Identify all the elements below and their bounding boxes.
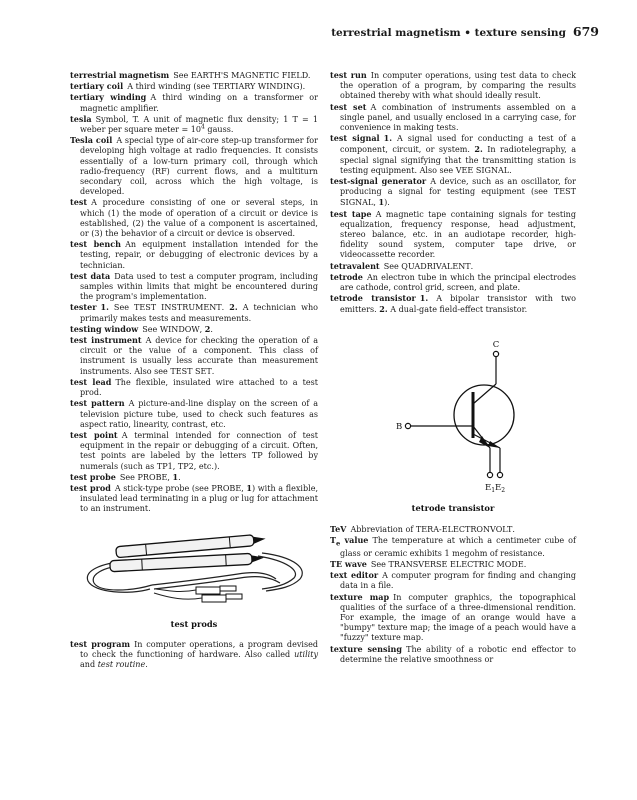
entry-headword: test prod bbox=[70, 482, 111, 493]
entry-headword: tetrode bbox=[330, 271, 363, 282]
entry-definition-part: 2. bbox=[379, 304, 388, 315]
dictionary-entry bbox=[70, 135, 318, 197]
entry-definition-part: , bbox=[167, 472, 173, 482]
dictionary-entry bbox=[330, 524, 576, 535]
entry-headword: tesla bbox=[70, 113, 92, 124]
entry-definition-part: 4 bbox=[201, 123, 205, 131]
dictionary-entry bbox=[70, 472, 318, 483]
entry-definition-part: TEST SIGNAL bbox=[340, 187, 576, 208]
figure-tetrode-transistor bbox=[330, 322, 576, 522]
entry-definition-part: TEST INSTRUMENT bbox=[134, 303, 222, 313]
dictionary-entry bbox=[70, 324, 318, 335]
entry-definition-part: 1. bbox=[419, 293, 429, 304]
entry-definition-part: A computer program for finding and changing data in a file. bbox=[340, 571, 576, 591]
entry-headword: test point bbox=[70, 429, 118, 440]
entry-definition-part: 1. bbox=[383, 133, 393, 144]
test-prods-illustration bbox=[70, 523, 318, 635]
entry-headword: test program bbox=[70, 638, 131, 649]
entry-headword: tetravalent bbox=[330, 260, 380, 271]
test-prods-caption: test prods bbox=[170, 618, 218, 629]
entry-definition-part: VEE SIGNAL bbox=[455, 165, 510, 175]
entry-definition-part: In computer graphics, the topographical qualities of the surface of a three-dimensional rendition. For example, the image of an orange would have a "bumpy" texture map; the image of a peach would have a "fuzzy" texture map. bbox=[340, 592, 577, 643]
dictionary-entry bbox=[330, 592, 576, 644]
entry-definition-part: See bbox=[173, 71, 191, 80]
entry-definition-part: 1 bbox=[246, 482, 253, 493]
entry-definition-part: . bbox=[523, 559, 527, 569]
entry-definition-part: 1. bbox=[100, 302, 109, 313]
entry-definition-part: 1 bbox=[172, 471, 179, 482]
entry-definition-part: The temperature at which a centimeter cube of glass or ceramic exhibits 1 megohm of resistance. bbox=[340, 535, 576, 558]
entry-headword: test probe bbox=[70, 471, 116, 482]
entry-definition-part: . bbox=[509, 165, 512, 175]
dictionary-entry bbox=[70, 271, 318, 303]
headword-tail: value bbox=[340, 534, 369, 545]
entry-definition-part: . bbox=[178, 472, 181, 482]
entry-headword: tetrode transistor bbox=[330, 293, 416, 304]
entry-definition-part: WINDOW bbox=[159, 324, 200, 334]
entry-definition-part: and bbox=[80, 659, 98, 669]
entry-headword: Tesla coil bbox=[70, 135, 113, 146]
entry-definition-part: Data used to test a computer program, including samples within limits that might be encountered during the program's implementation. bbox=[80, 271, 318, 302]
entry-definition-part: The flexible, insulated wire attached to a test prod. bbox=[80, 377, 318, 398]
dictionary-entry bbox=[70, 92, 318, 113]
entry-headword: test tape bbox=[330, 208, 372, 219]
entry-definition-part: . bbox=[470, 261, 474, 271]
entry-definition-part: See bbox=[119, 472, 138, 482]
entry-headword: T bbox=[330, 534, 336, 545]
entry-definition-part: An electron tube in which the principal electrodes are cathode, control grid, screen, and plate. bbox=[340, 272, 576, 293]
entry-definition-part: Abbreviation of bbox=[350, 524, 416, 534]
entry-headword: test bbox=[70, 197, 88, 208]
entry-headword: test data bbox=[70, 270, 111, 281]
entry-definition-part: A device for checking the operation of a circuit or the value of a component. This class of instrument is usually less accurate than measurement instruments. Also see bbox=[80, 336, 318, 376]
dictionary-entry bbox=[70, 430, 318, 472]
entry-definition-part: ). bbox=[384, 198, 390, 208]
entry-definition-part: 2. bbox=[229, 302, 238, 313]
entry-definition-part: . bbox=[221, 303, 230, 313]
entry-definition-part: QUADRIVALENT bbox=[401, 261, 471, 271]
right-entries bbox=[330, 70, 576, 316]
dictionary-entry bbox=[70, 377, 318, 398]
left-entries bbox=[70, 70, 318, 515]
entry-definition-part: See bbox=[370, 559, 389, 569]
entry-definition-part: TRANSVERSE ELECTRIC MODE bbox=[388, 559, 524, 569]
entry-headword: texture map bbox=[330, 591, 390, 602]
dictionary-entry bbox=[330, 570, 576, 591]
entry-definition-part: . bbox=[211, 366, 215, 376]
dictionary-entry bbox=[330, 644, 576, 665]
right-column bbox=[330, 70, 576, 665]
entry-definition-part: 2 bbox=[204, 323, 211, 334]
entry-headword: test run bbox=[330, 70, 367, 80]
running-header bbox=[331, 24, 599, 39]
entry-definition-part: ) with a flexible, insulated lead terminating in a plug or lug for attachment to an instrument. bbox=[80, 483, 319, 514]
tetrode-transistor-symbol bbox=[330, 322, 576, 522]
entry-definition-part: In computer operations, a program devised to check the functioning of hardware. Also called bbox=[80, 639, 318, 659]
dictionary-entry bbox=[70, 114, 318, 135]
entry-definition-part: PROBE bbox=[211, 483, 242, 493]
dictionary-entry bbox=[70, 70, 318, 81]
entry-headword: test instrument bbox=[70, 335, 142, 346]
entry-definition-part: See bbox=[142, 324, 160, 334]
entry-definition-part: test routine bbox=[97, 659, 146, 669]
dictionary-entry bbox=[70, 302, 318, 323]
dictionary-entry bbox=[330, 133, 576, 176]
entry-definition-part: TEST SET bbox=[170, 366, 212, 376]
entry-definition-part: An equipment installation intended for the testing, repair, or debugging of electronic devices by a technician. bbox=[80, 240, 318, 270]
entry-definition-part: See bbox=[108, 303, 135, 313]
entry-headword: tertiary coil bbox=[70, 81, 124, 92]
entry-headword: test bench bbox=[70, 239, 122, 250]
dictionary-entry bbox=[330, 272, 576, 293]
entry-definition-part: ). bbox=[299, 82, 306, 92]
entry-definition-part: Symbol, T. A unit of magnetic flux density; 1 T = 1 weber per square meter = 10 bbox=[80, 114, 318, 135]
entry-definition-part: A special type of air-core step-up transformer for developing high voltage at radio frequencies. It consists essentially of a low-turn primary coil, through which radio-frequency (RF) current flows, and a multiturn secondary coil, across which the high voltage, is developed. bbox=[80, 136, 318, 197]
left-entries-bottom bbox=[70, 639, 318, 671]
tetrode-transistor-caption: tetrode transistor bbox=[411, 502, 495, 513]
entry-definition-part: A signal used for conducting a test of a component, circuit, or system. bbox=[340, 134, 576, 155]
emitter-labels: $E_1E_2$ bbox=[485, 482, 506, 494]
entry-headword: TeV bbox=[330, 523, 347, 534]
entry-definition-part: A third winding (see bbox=[127, 82, 213, 92]
dictionary-entry bbox=[70, 335, 318, 377]
dictionary-entry bbox=[70, 239, 318, 271]
entry-definition-part: A procedure consisting of one or several steps, in which (1) the mode of operation of a circuit or device is established, (2) the value of a component is ascertained, or (3) the behavior of a circuit or device is observed. bbox=[80, 198, 318, 239]
dictionary-entry bbox=[330, 261, 576, 272]
entry-definition-part: A magnetic tape containing signals for testing equalization, frequency response, head adjustment, stereo balance, etc. in an audiotape recorder, high-fidelity sound system, computer tape drive, or videocassette recorder. bbox=[340, 209, 576, 260]
entry-definition-part: . bbox=[145, 659, 148, 669]
entry-definition-part: PROBE bbox=[137, 472, 168, 482]
dictionary-entry bbox=[70, 639, 318, 671]
entry-headword: test signal bbox=[330, 133, 380, 144]
collector-label: C bbox=[492, 339, 500, 350]
entry-definition-part: A terminal intended for connection of test equipment in the repair or debugging of a circuit. Often, test points are labeled by the letters TP followed by numerals (such as TP1, TP2, etc.). bbox=[80, 430, 318, 471]
entry-definition-part: A technician who primarily makes tests and measurements. bbox=[80, 303, 319, 323]
dictionary-entry bbox=[70, 398, 318, 430]
dictionary-entry bbox=[70, 81, 318, 92]
entry-definition-part: EARTH'S MAGNETIC FIELD. bbox=[190, 71, 311, 80]
entry-definition-part: A bipolar transistor with two emitters. bbox=[340, 294, 576, 315]
entry-headword: test lead bbox=[70, 376, 112, 387]
entry-headword: test pattern bbox=[70, 398, 125, 409]
dictionary-entry bbox=[330, 293, 576, 315]
entry-definition-part: . bbox=[210, 324, 213, 334]
entry-definition-part: A stick-type probe (see bbox=[114, 483, 212, 493]
entry-definition-part: , bbox=[199, 324, 205, 334]
entry-definition-part: A third winding on a transformer or magnetic amplifier. bbox=[80, 93, 318, 113]
right-entries-bottom bbox=[330, 524, 576, 665]
entry-headword: tertiary winding bbox=[70, 92, 147, 103]
dictionary-entry bbox=[330, 176, 576, 209]
entry-headword: tester bbox=[70, 302, 97, 313]
dictionary-entry bbox=[330, 535, 576, 559]
dictionary-entry bbox=[70, 197, 318, 239]
entry-definition-part: TERTIARY WINDING bbox=[212, 82, 300, 92]
entry-definition-part: gauss. bbox=[204, 125, 234, 135]
left-column bbox=[70, 70, 318, 670]
entry-definition-part: A dual-gate field-effect transistor. bbox=[387, 305, 528, 315]
entry-definition-part: TERA-ELECTRONVOLT bbox=[415, 524, 513, 534]
entry-definition-part: In radiotelegraphy, a special signal signifying that the transmitting station is testing equipment. Also see bbox=[340, 145, 577, 175]
entry-definition-part: The ability of a robotic end effector to determine the relative smoothness or bbox=[340, 644, 576, 664]
entry-definition-part: A combination of instruments assembled on a single panel, and usually enclosed in a carrying case, for convenience in making tests. bbox=[340, 102, 576, 133]
dictionary-entry bbox=[330, 209, 576, 261]
entry-headword: testing window bbox=[70, 323, 139, 334]
entry-headword: test set bbox=[330, 101, 367, 112]
entry-definition-part: , bbox=[241, 483, 247, 493]
dictionary-entry bbox=[330, 70, 576, 102]
dictionary-entry bbox=[70, 483, 318, 515]
entry-headword: TE wave bbox=[330, 558, 367, 569]
entry-definition-part: In computer operations, using test data to check the operation of a program, by comparing the results obtained thereby with what should ideally result. bbox=[340, 71, 576, 101]
running-title: terrestrial magnetism • texture sensing bbox=[331, 27, 566, 39]
base-label: B bbox=[396, 421, 403, 432]
entry-definition-part: . bbox=[512, 524, 515, 534]
entry-definition-part: utility bbox=[294, 649, 318, 659]
entry-headword: text editor bbox=[330, 570, 379, 581]
entry-headword: terrestrial magnetism bbox=[70, 70, 170, 80]
dictionary-entry bbox=[330, 559, 576, 570]
entry-headword: test-signal generator bbox=[330, 176, 427, 187]
entry-definition-part: 2. bbox=[474, 144, 483, 155]
entry-headword: texture sensing bbox=[330, 643, 403, 654]
headword-subscript: e bbox=[336, 539, 341, 548]
entry-definition-part: A picture-and-line display on the screen of a television picture tube, used to check such features as aspect ratio, linearity, contrast, etc. bbox=[80, 399, 318, 429]
entry-definition-part: See bbox=[383, 261, 402, 271]
entry-definition-part: 1 bbox=[378, 197, 385, 208]
entry-definition-part: , bbox=[373, 198, 379, 208]
dictionary-entry bbox=[330, 102, 576, 134]
entry-definition-part: A device, such as an oscillator, for producing a signal for testing equipment (see bbox=[340, 177, 576, 197]
figure-test-prods bbox=[70, 523, 318, 635]
page-number: 679 bbox=[572, 24, 599, 39]
